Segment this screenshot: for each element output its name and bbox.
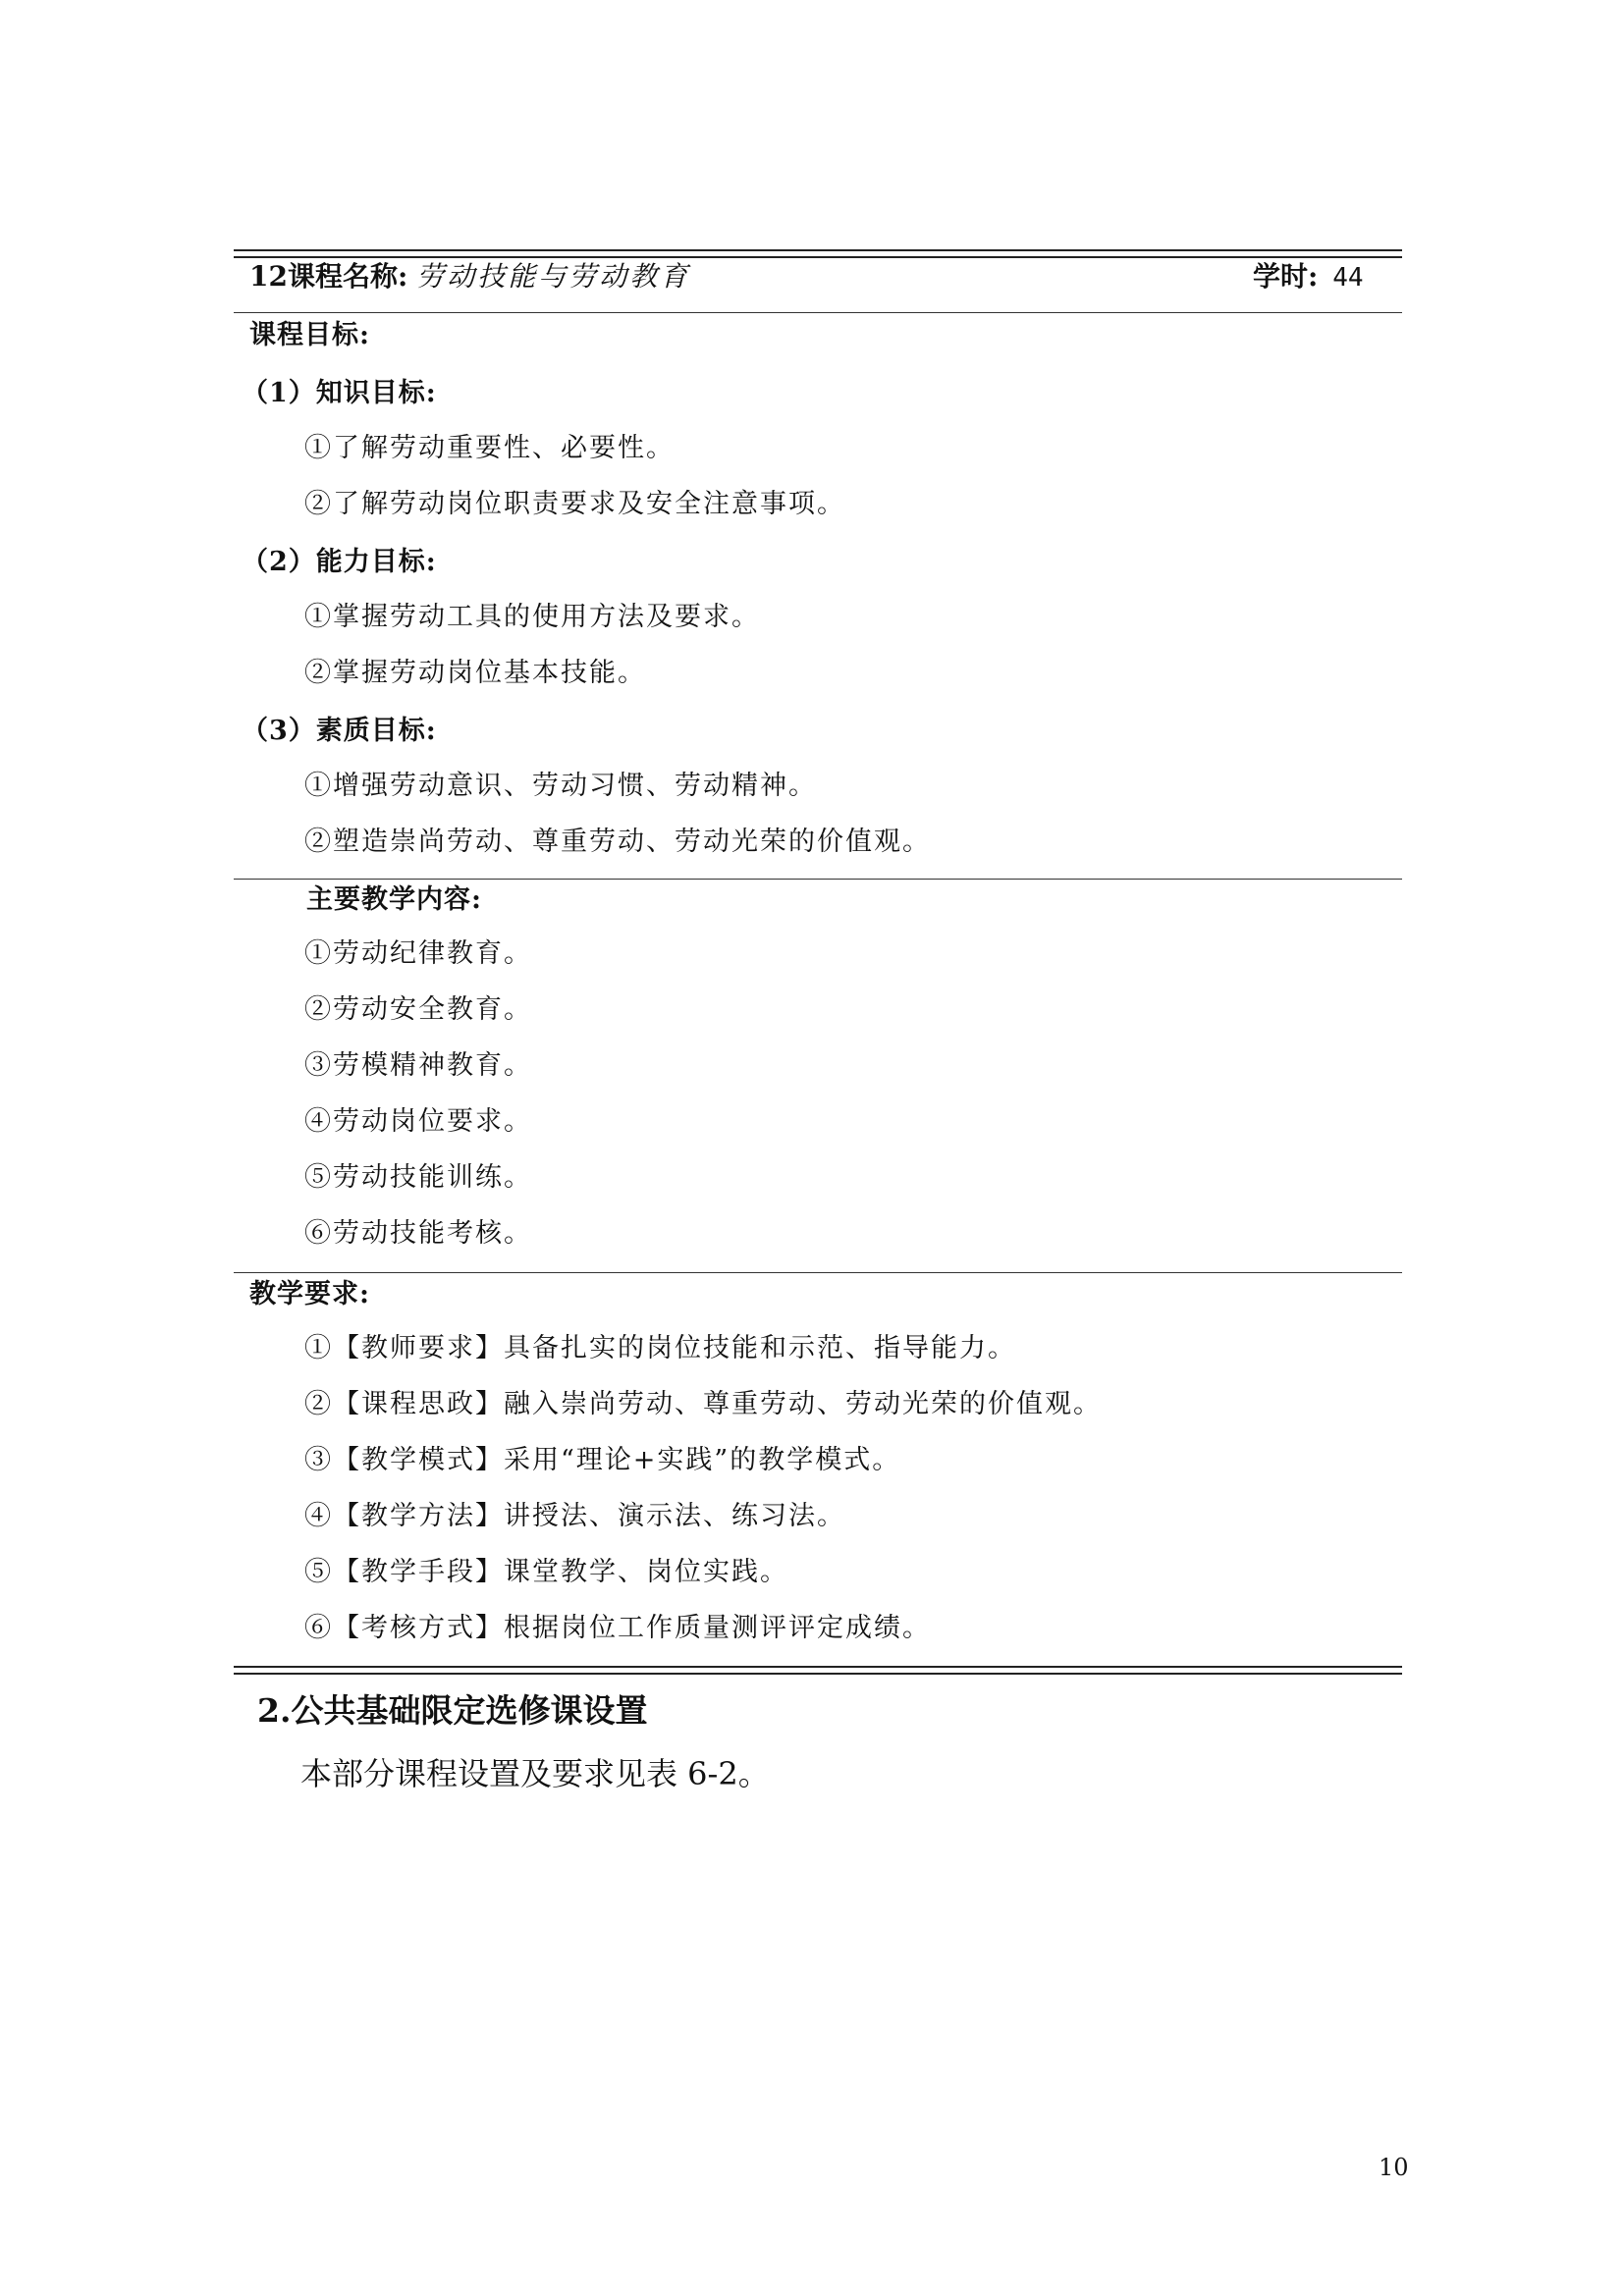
- objective-item: ①增强劳动意识、劳动习惯、劳动精神。: [304, 771, 817, 801]
- objective-item: ②掌握劳动岗位基本技能。: [304, 658, 646, 688]
- requirement-item: ⑥【考核方式】根据岗位工作质量测评评定成绩。: [304, 1613, 931, 1643]
- objective-item: ①掌握劳动工具的使用方法及要求。: [304, 602, 760, 632]
- course-name-value: 劳动技能与劳动教育: [416, 260, 691, 293]
- table-bottom-rule: [234, 1666, 1402, 1675]
- course-name: [249, 259, 690, 294]
- content-item: ③劳模精神教育。: [304, 1050, 532, 1081]
- header-divider: [234, 312, 1402, 313]
- objective-group-title: （3）素质目标:: [242, 716, 437, 746]
- requirement-item: ④【教学方法】讲授法、演示法、练习法。: [304, 1501, 845, 1531]
- table-top-rule: [234, 249, 1402, 258]
- course-hours-value: 44: [1332, 263, 1364, 293]
- content-item: ①劳动纪律教育。: [304, 938, 532, 969]
- requirement-item: ②【课程思政】融入崇尚劳动、尊重劳动、劳动光荣的价值观。: [304, 1389, 1102, 1419]
- content-divider: [234, 1272, 1402, 1273]
- objective-group-title: （2）能力目标:: [242, 547, 437, 577]
- content-item: ④劳动岗位要求。: [304, 1106, 532, 1137]
- objective-item: ②了解劳动岗位职责要求及安全注意事项。: [304, 489, 845, 519]
- content-item: ⑤劳动技能训练。: [304, 1162, 532, 1193]
- objectives-divider: [234, 879, 1402, 880]
- course-hours-label: 学时:: [1253, 260, 1319, 293]
- objective-item: ①了解劳动重要性、必要性。: [304, 433, 675, 463]
- content-item: ⑥劳动技能考核。: [304, 1218, 532, 1249]
- requirement-item: ③【教学模式】采用“理论+实践”的教学模式。: [304, 1445, 901, 1475]
- course-hours: [1253, 259, 1364, 295]
- section-paragraph: 本部分课程设置及要求见表 6-2。: [300, 1755, 770, 1792]
- requirements-heading: 教学要求:: [249, 1279, 370, 1309]
- requirement-item: ①【教师要求】具备扎实的岗位技能和示范、指导能力。: [304, 1333, 1016, 1363]
- objectives-heading: 课程目标:: [249, 320, 370, 350]
- section-heading: 2.公共基础限定选修课设置: [257, 1691, 648, 1730]
- requirement-item: ⑤【教学手段】课堂教学、岗位实践。: [304, 1557, 788, 1587]
- content-heading: 主要教学内容:: [306, 884, 482, 915]
- course-name-label: 12课程名称:: [249, 260, 408, 293]
- objective-group-title: （1）知识目标:: [242, 378, 437, 408]
- content-item: ②劳动安全教育。: [304, 994, 532, 1025]
- objective-item: ②塑造崇尚劳动、尊重劳动、劳动光荣的价值观。: [304, 827, 931, 857]
- page-number: 10: [1379, 2154, 1409, 2181]
